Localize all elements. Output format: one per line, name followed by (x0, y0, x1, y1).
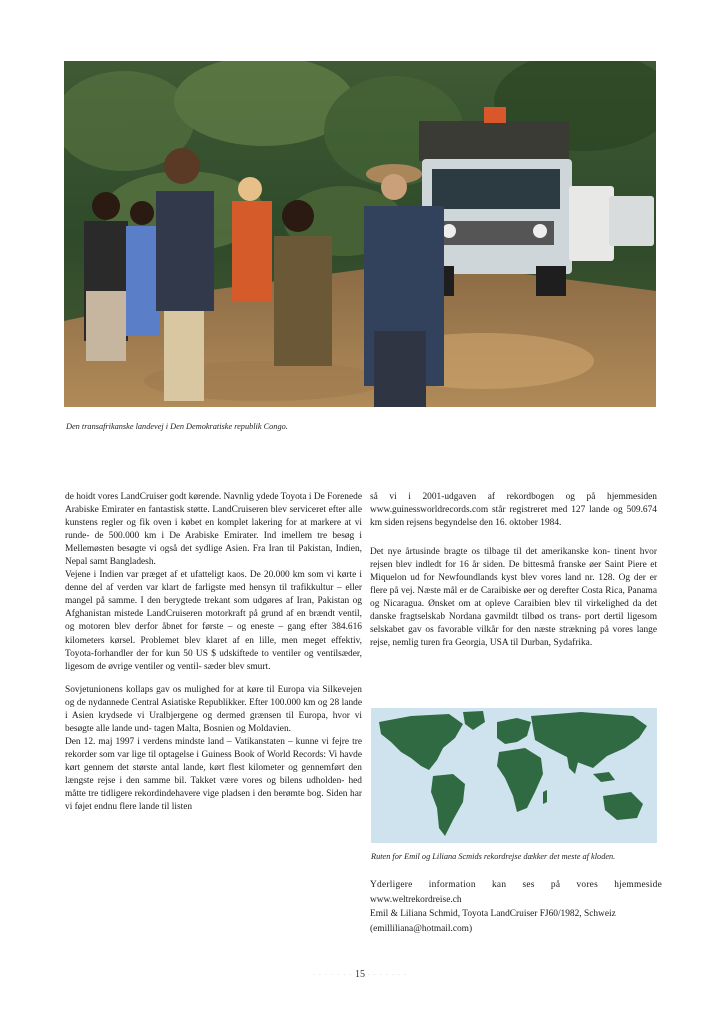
page-number: 15 (355, 969, 365, 980)
photo-caption: Den transafrikanske landevej i Den Demokratiske republik Congo. (66, 422, 288, 431)
world-map-illustration (371, 708, 657, 843)
photo-illustration (64, 61, 656, 407)
map-caption: Ruten for Emil og Liliana Scmids rekordrejse dækker det meste af kloden. (371, 852, 616, 861)
info-block (370, 878, 662, 936)
paragraph: Det nye årtusinde bragte os tilbage til det amerikanske kon- tinent hvor rejsen blev indledt for 16 år siden. De bittesmå franske øer Saint Piere et Miquelon ud for Newfoundlands kyst blev vores land nr. 128. Og der er flere på vej. Næste mål er de Caraibiske øer og derefter Costa Rica, Panama og Nicaragua. Ønsket om at opleve Caraibien blev til virkelighed da det danske fragtselskab Nordana gavmildt tilbød os trans- port dertil ligesom selskabet gav os favorable vilkår for den næste strækning på vores lange rejse, nemlig turen fra Georgia, USA til Durban, Sydafrika. (370, 547, 657, 649)
page-footer (0, 969, 720, 980)
website-link[interactable]: www.weltrekordreise.ch (370, 894, 462, 905)
footer-ornament-left: · · · · · · · (312, 971, 353, 979)
paragraph: Vejene i Indien var præget af et ufatteligt kaos. De 20.000 km som vi kørte i denne del af verden var klart de farligste med hensyn til trafikkultur – eller mangel på samme. I den berygtede trekant som udgøres af Iran, Pakistan og Afghanistan mistede LandCruiseren motorkraft på grund af en brændt ventil, og motoren blev derfor åbnet for første – og eneste – gang efter 384.616 kilometers kørsel. Problemet blev klaret af en lille, men meget effektiv, Toyota-forhandler der for kun 50 US $ udskiftede to ventiler og ventilsæder, ligesom de øvrige ventiler og ventil- sæder blev smurt. (65, 570, 362, 672)
email-link[interactable]: (emilliliana@hotmail.com) (370, 923, 473, 934)
world-route-map (371, 708, 657, 843)
paragraph: de hoidt vores LandCruiser godt kørende. Navnlig ydede Toyota i De Forenede Arabiske Emirater en fantastisk støtte. LandCruiseren blev serviceret efter alle kunstens regler og fik oven i købet en komplet lakering for at markere at vi runde- de 500.000 km i De Arabiske Emirater. Ind imellem tre besøg i Mellemøsten besøgte vi også det sydlige Asien. Fra Iran til Pakistan, Indien, Nepal samt Bangladesh. (65, 492, 363, 568)
paragraph: Den 12. maj 1997 i verdens mindste land – Vatikanstaten – kunne vi fejre tre rekorder som var lige til optagelse i Guiness Book of World Records: Vi havde kørt gennem det største antal lande, kørt flest kilometer og gennemført den længste rejse i den samme bil. Takket være vores og bilens udholden- hed måtte tre tidligere rekordindehavere vige pladsen i den berømte bog. Siden har vi føjet endnu flere lande til listen (65, 736, 362, 813)
left-column (65, 491, 362, 814)
info-text: Yderligere information kan ses på vores hjemmeside (370, 880, 662, 890)
right-column (370, 491, 657, 661)
congo-road-photo (64, 61, 656, 407)
author-credit: Emil & Liliana Schmid, Toyota LandCruiser FJ60/1982, Schweiz (370, 909, 616, 919)
paragraph: Sovjetunionens kollaps gav os mulighed for at køre til Europa via Silkevejen og de nydannede Central Asiatiske Republikker. Efter 100.000 km og 28 lande i Asien krydsede vi Uralbjergene og dermed grænsen til Europa, hvor vi besøgte alle lande und- tagen Malta, Bosnien og Moldavien. (65, 684, 362, 734)
paragraph: så vi i 2001-udgaven af rekordbogen og på hjemmesiden www.guinessworldrecords.com står registreret med 127 lande og 509.674 km siden rejsens begyndelse den 16. oktober 1984. (370, 492, 657, 529)
footer-ornament-right: · · · · · · · (367, 971, 408, 979)
